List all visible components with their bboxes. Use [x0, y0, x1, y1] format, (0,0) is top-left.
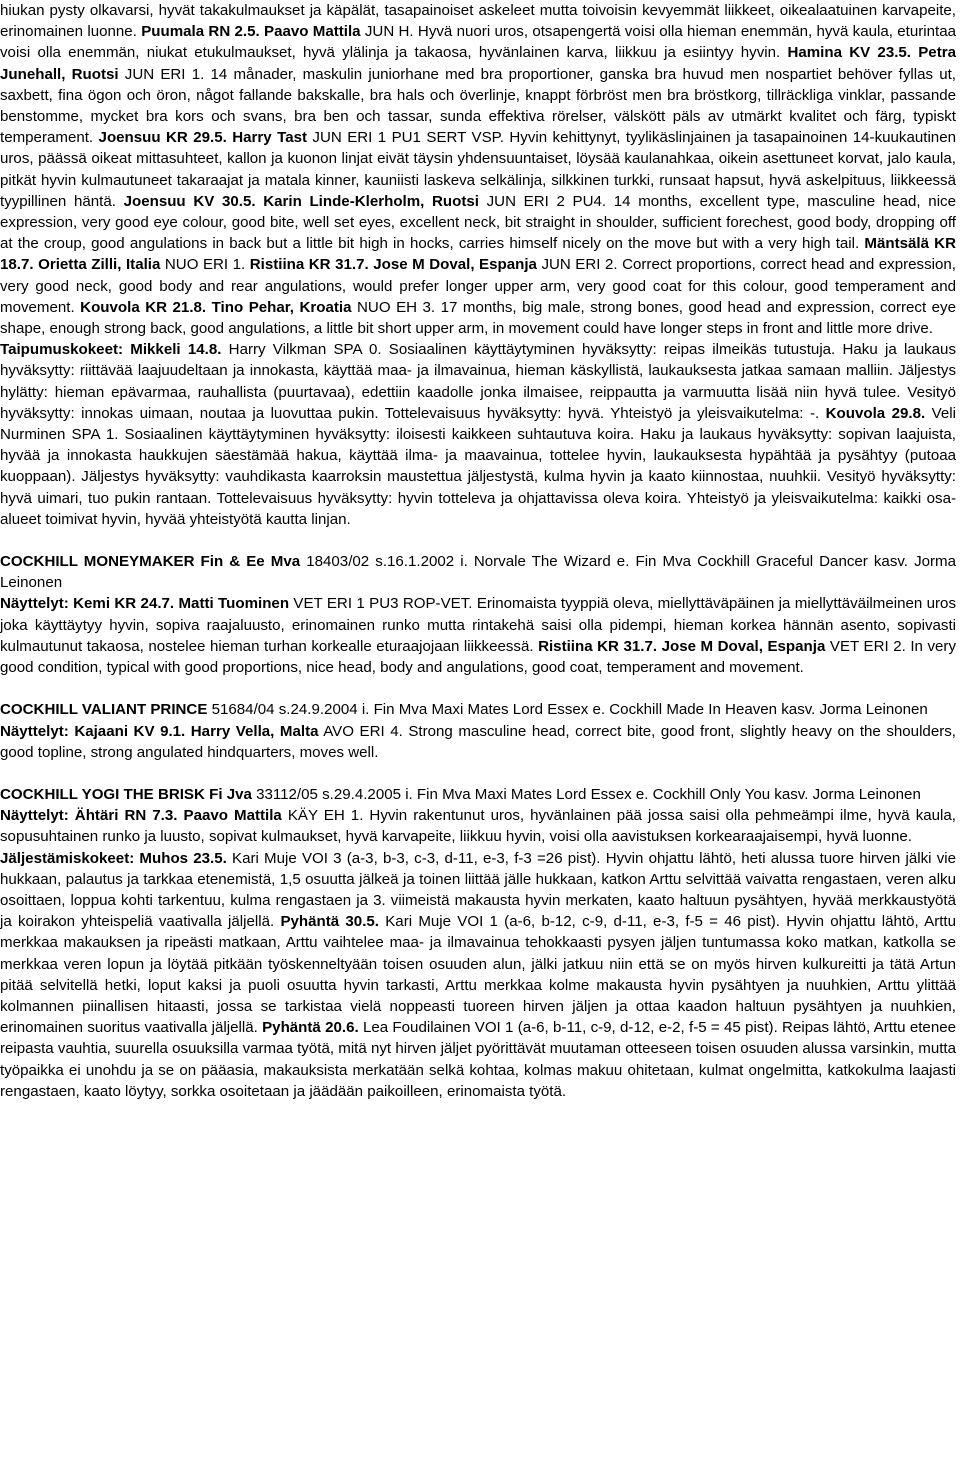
bold-heading-text: Hamina KV 23.5. Petra Junehall, Ruotsi — [0, 44, 956, 83]
body-text: AVO ERI 4. Strong masculine head, correct bite, good front, slightly heavy on the shoulders, good topline, strong angulated hindquarters, moves well. — [0, 722, 956, 761]
bold-heading-text: Näyttelyt: Ähtäri RN 7.3. Paavo Mattila — [0, 807, 282, 825]
body-text: NUO ERI 1. — [160, 256, 250, 274]
bold-heading-text: Joensuu KV 30.5. Karin Linde-Klerholm, Ruotsi — [123, 192, 479, 210]
bold-heading-text: Taipumuskokeet: Mikkeli 14.8. — [0, 341, 222, 359]
bold-heading-text: Ristiina KR 31.7. Jose M Doval, Espanja — [538, 637, 826, 655]
body-text: Lea Foudilainen VOI 1 (a-6, b-11, c-9, d-12, e-2, f-5 = 45 pist). Reipas lähtö, Arttu etenee reipasta vauhtia, suurella osuuksilla varmaa työtä, mitä nyt hirven jäljet pyörittävät muutaman otteeseen toisen osuuden alussa varsinkin, mutta työpaikka ei unohdu ja se on pääasia, makauksista merkatään selkä kohtaa, kolmas makuu ohitetaan, kulmat ongelmitta, katkokulma laajasti rengastaen, kaato löytyy, sorkka osoitetaan ja jäädään paikoilleen, erinomaista työtä. — [0, 1019, 957, 1100]
bold-heading-text: Näyttelyt: Kajaani KV 9.1. Harry Vella, Malta — [0, 722, 319, 740]
paragraph — [0, 848, 956, 1102]
bold-heading-text: Puumala RN 2.5. Paavo Mattila — [141, 23, 361, 41]
bold-heading-text: Näyttelyt: Kemi KR 24.7. Matti Tuominen — [0, 595, 290, 613]
body-text: JUN ERI 2. Correct proportions, correct head and expression, very good neck, good body and rear angulations, would prefer longer upper arm, very good coat for this colour, good temperament and movement. — [0, 256, 956, 316]
paragraph — [0, 339, 956, 530]
paragraph — [0, 551, 956, 593]
bold-heading-text: Pyhäntä 30.5. — [280, 913, 379, 931]
body-text: JUN ERI 1 PU1 SERT VSP. Hyvin kehittynyt, tyylikäslinjainen ja tasapainoinen 14-kuukautinen uros, päässä oikeat mittasuhteet, kallon ja kuonon linjat eivät täysin yhdensuuntaiset, löysää kaulanahkaa, oikein asettuneet korvat, jalo kaula, pitkät hyvin kulmautuneet takaraajat ja matala kinner, kauniisti laskeva selkälinja, silkkinen turkki, runsaat hapsut, hyvä askelpituus, liikkeessä tyypillinen häntä. — [0, 129, 956, 210]
body-text: hiukan pysty olkavarsi, hyvät takakulmaukset ja käpälät, tasapainoiset askeleet mutta toivoisin kevyemmät liikkeet, oikealaatuinen karvapeite, erinomainen luonne. — [0, 2, 956, 41]
bold-heading-text: Jäljestämiskokeet: Muhos 23.5. — [0, 849, 227, 867]
body-text: Kari Muje VOI 1 (a-6, b-12, c-9, d-11, e-3, f-5 = 46 pist). Hyvin ohjattu lähtö, Arttu merkkaa makauksen ja ripeästi matkaan, Arttu vaihtelee maa- ja ilmavainua tehokkaasti pysyen jäljen tuntumassa koko matkan, katkolla se merkkaa veren lopun ja löytää pitkään työskenneltyään toisen osuuden alun, jälki jatkuu niin että se on myös hirven kulkureitti ja tätä Artun pitää selvitellä hetki, loput kaksi ja puoli osuutta hyvin tarkasti, Arttu merkkaa kolme makausta hyvin pysähtyen ja nuuhkien, Arttu ylittää kolmannen piinallisen hitaasti, jossa se tarkistaa vielä noppeasti tuoreen hirven jäljen ja ottaa kaadon haltuun pysähtyen ja nuuhkien, erinomainen suoritus vaativalla jäljellä. — [0, 913, 957, 1037]
paragraph-spacer — [0, 530, 956, 551]
body-text: Kari Muje VOI 3 (a-3, b-3, c-3, d-11, e-3, f-3 =26 pist). Hyvin ohjattu lähtö, heti alussa tuore hirven jälki vie hukkaan, palautus ja tarkkaa etenemistä, 1,5 osuutta jälkeä ja toinen liittää jälle hukkaan, katkon Arttu selvittää vaivatta rengastaen, veren alku osoittaen, loppua kohti tarkentuu, kulma rengastaen ja 3. viimeistä makausta hyvin merkaten, kaato haltuun pysähtyen, hyvää merkkaustyötä ja koirakon yhteispeliä vaativalla jäljellä. — [0, 849, 956, 931]
body-text: 51684/04 s.24.9.2004 i. Fin Mva Maxi Mates Lord Essex e. Cockhill Made In Heaven kasv. Jorma Leinonen — [207, 701, 928, 719]
body-text: 18403/02 s.16.1.2002 i. Norvale The Wizard e. Fin Mva Cockhill Graceful Dancer kasv. Jorma Leinonen — [0, 553, 957, 592]
paragraph — [0, 0, 956, 339]
body-text: VET ERI 1 PU3 ROP-VET. Erinomaista tyyppiä oleva, miellyttäväpäinen ja miellyttäväilmeinen uros joka käyttäytyy hyvin, sopiva raajaluusto, erinomainen runko mutta rintakehä saisi olla pidempi, hieman korkea hännän asento, sopivasti kulmautunut takaosa, nostelee hieman turhan korkealle eturaajojaan liikkeessä. — [0, 595, 957, 655]
bold-heading-text: COCKHILL MONEYMAKER Fin & Ee Mva — [0, 553, 301, 571]
body-text: 33112/05 s.29.4.2005 i. Fin Mva Maxi Mates Lord Essex e. Cockhill Only You kasv. Jorma Leinonen — [251, 785, 921, 803]
body-text: KÄY EH 1. Hyvin rakentunut uros, hyvänlainen pää jossa saisi olla pehmeämpi ilme, hyvä kaula, sopusuhtainen runko ja luusto, sopivat kulmaukset, hyvä karvapeite, liikkuu hyvin, voisi olla aavistuksen korkearaajaisempi, hyvä luonne. — [0, 807, 956, 846]
body-text: VET ERI 2. In very good condition, typical with good proportions, nice head, body and angulations, good coat, temperament and movement. — [0, 637, 956, 677]
paragraph — [0, 593, 956, 678]
paragraph — [0, 699, 956, 720]
paragraph-spacer — [0, 678, 956, 699]
bold-heading-text: Pyhäntä 20.6. — [262, 1019, 359, 1037]
bold-heading-text: Mäntsälä KR 18.7. Orietta Zilli, Italia — [0, 235, 956, 274]
bold-heading-text: Kouvola 29.8. — [825, 404, 926, 422]
body-text: JUN H. Hyvä nuori uros, otsapengertä voisi olla hieman enemmän, hyvä kaula, eturintaa voisi olla enemmän, niukat etukulmaukset, hyvä ylälinja ja takaosa, hyvänlainen karva, liikkuu ja esiintyy hyvin. — [0, 23, 956, 62]
bold-heading-text: Joensuu KR 29.5. Harry Tast — [98, 129, 308, 147]
body-text: JUN ERI 2 PU4. 14 months, excellent type, masculine head, nice expression, very good eye colour, good bite, well set eyes, excellent neck, bit straight in shoulder, sufficient forechest, good body, dropping off at the croup, good angulations in back but a little bit high in hocks, carries himself nicely on the move but with a very high tail. — [0, 192, 956, 253]
paragraph — [0, 784, 956, 805]
body-text: Veli Nurminen SPA 1. Sosiaalinen käyttäytyminen hyväksytty: iloisesti kaikkeen suhtautuva koira. Haku ja laukaus hyväksytty: sopivan laajuista, hyvää ja innokasta haukkujen säestämää hakua, käyttää ilma- ja maavainua, tottelee hyvin, laukauksesta hypähtää ja pysähtyy (putoaa kuoppaan). Jäljestys hyväksytty: vauhdikasta kaarroksin maustettua jäljestystä, kulma hyvin ja kaato kiinnostaa, nuuhkii. Vesityö hyväksytty: hyvä uimari, tuo pukin rantaan. Tottelevaisuus hyväksytty: hyvin totteleva ja ohjattavissa oleva koira. Yhteistyö ja yleisvaikutelma: kaikki osa-alueet toimivat hyvin, hyvää yhteistyötä kautta linjan. — [0, 404, 956, 528]
body-text: JUN ERI 1. 14 månader, maskulin juniorhane med bra proportioner, ganska bra huvud men nospartiet behöver fyllas ut, saxbett, fina ögon och öron, något fallande bakskalle, bra hals och överlinje, knappt förbröst men bra bröstkorg, tillräckliga vinklar, passande benstomme, mycket bra kors och svans, bra ben och tassar, sunda effektiva rörelser, välskött päls av utmärkt kvalitet och färg, typiskt temperament. — [0, 65, 956, 147]
body-text: Harry Vilkman SPA 0. Sosiaalinen käyttäytyminen hyväksytty: reipas ilmeikäs tutustuja. Haku ja laukaus hyväksytty: riittävää laajuudeltaan ja innokasta, käyttää maa- ja ilmavainua, hieman käskyllistä, laukauksesta jatkaa samaan malliin. Jäljestys hylätty: hieman epävarmaa, rauhallista (puurtavaa), edettiin kaadolle jonka ilmaisee, reippautta ja varmuutta lisää niin hyvä tulee. Vesityö hyväksytty: innokas uimaan, noutaa ja luovuttaa pukin. Tottelevaisuus hyväksytty: hyvä. Yhteistyö ja yleisvaikutelma: -. — [0, 341, 957, 422]
paragraph-spacer — [0, 763, 956, 784]
paragraph — [0, 805, 956, 847]
paragraph — [0, 721, 956, 763]
bold-heading-text: COCKHILL VALIANT PRINCE — [0, 701, 208, 719]
bold-heading-text: Ristiina KR 31.7. Jose M Doval, Espanja — [249, 256, 537, 274]
body-text: NUO EH 3. 17 months, big male, strong bones, good head and expression, correct eye shape, enough strong back, good angulations, a little bit short upper arm, in movement could have longer steps in front and little more drive. — [0, 298, 956, 338]
bold-heading-text: Kouvola KR 21.8. Tino Pehar, Kroatia — [80, 298, 352, 316]
bold-heading-text: COCKHILL YOGI THE BRISK Fi Jva — [0, 785, 252, 803]
